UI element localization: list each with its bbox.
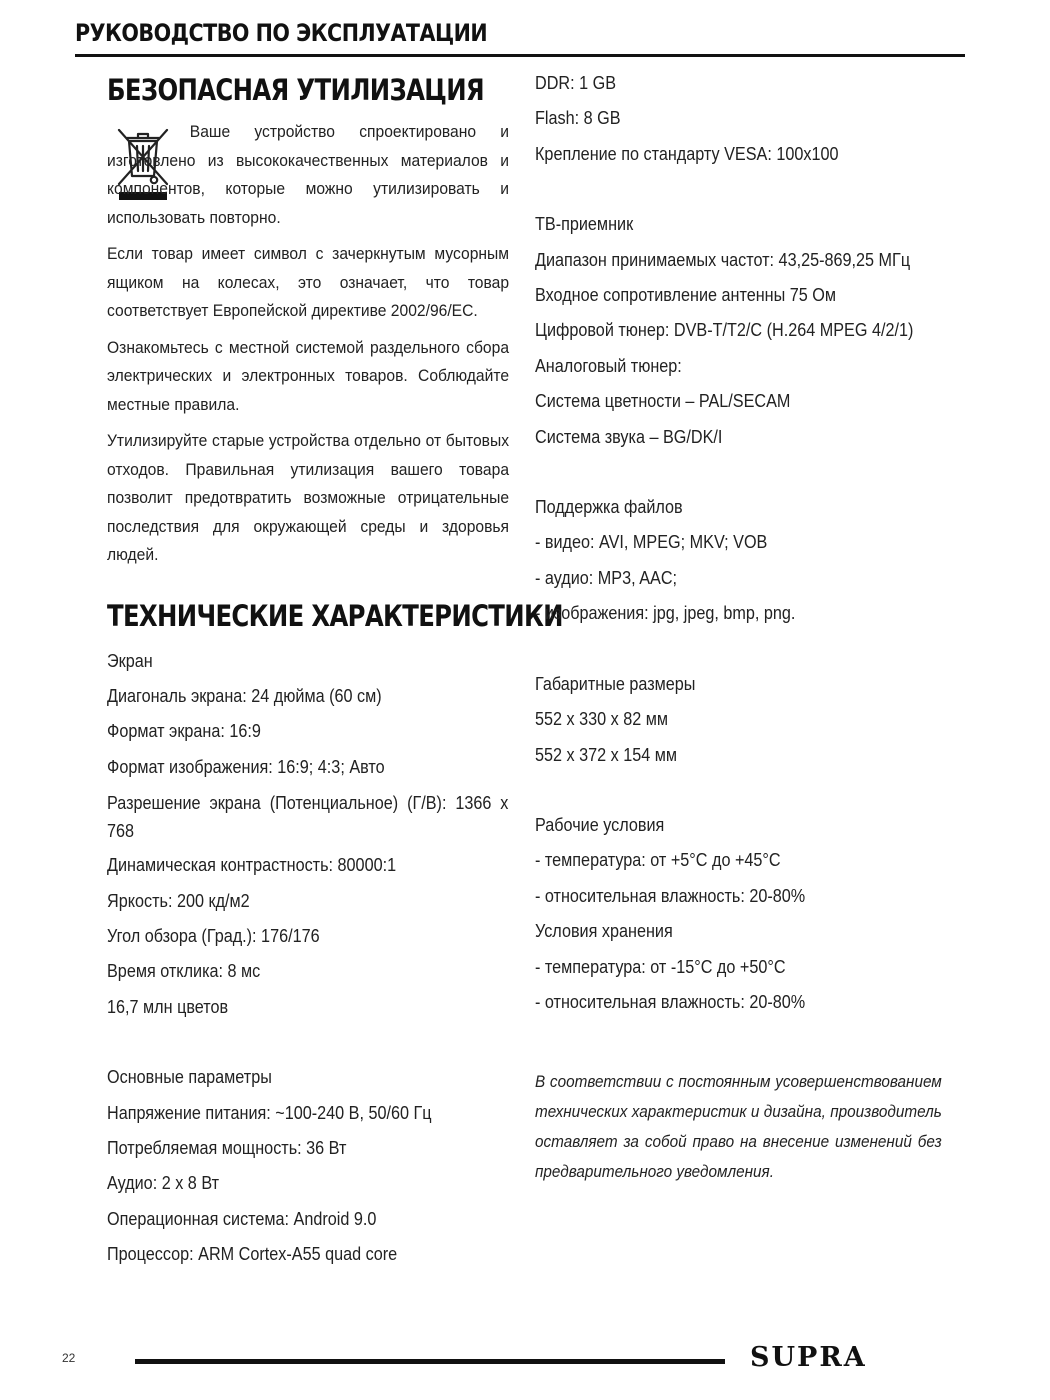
- page-header: [75, 18, 965, 48]
- spec-item: - температура: от +5°С до +45°С: [535, 850, 781, 871]
- spec-heading: Экран: [107, 650, 153, 671]
- spec-item: - относительная влажность: 20-80%: [535, 991, 806, 1012]
- footer-rule: [135, 1359, 725, 1364]
- spec-heading: Рабочие условия: [535, 814, 665, 835]
- disposal-paragraph: Если товар имеет символ с зачеркнутым мусорным ящиком на колесах, это означает, что товар соответствует Европейской директиве 2002/96/EC.: [107, 244, 510, 320]
- spec-item: DDR: 1 GB: [535, 73, 617, 93]
- disposal-paragraph: Ознакомьтесь с местной системой раздельного сбора электрических и электронных товаров. Соблюдайте местные правила.: [107, 337, 510, 414]
- spec-item: Цифровой тюнер: DVB-T/T2/C (H.264 MPEG 4/2/1): [535, 320, 914, 341]
- spec-heading: Поддержка файлов: [535, 497, 683, 518]
- spec-item: Яркость: 200 кд/м2: [107, 890, 250, 911]
- spec-item: - относительная влажность: 20-80%: [535, 885, 806, 906]
- spec-item: Входное сопротивление антенны 75 Ом: [535, 285, 837, 306]
- spec-item: Диапазон принимаемых частот: 43,25-869,25 МГц: [535, 249, 911, 270]
- spec-item: - температура: от -15°С до +50°С: [535, 956, 786, 977]
- spec-item: Время отклика: 8 мс: [107, 961, 261, 982]
- right-column: [535, 72, 945, 1187]
- spec-item: Формат изображения: 16:9; 4:3; Авто: [107, 756, 385, 777]
- left-column: [107, 72, 563, 1273]
- specs-title: ТЕХНИЧЕСКИЕ ХАРАКТЕРИСТИКИ: [107, 598, 563, 633]
- spec-item: Формат экрана: 16:9: [107, 721, 261, 742]
- spec-item: Система звука – BG/DK/I: [535, 426, 723, 447]
- disposal-intro: [107, 118, 509, 232]
- header-rule: [75, 54, 965, 57]
- spec-heading: Габаритные размеры: [535, 673, 696, 694]
- disposal-title: БЕЗОПАСНАЯ УТИЛИЗАЦИЯ: [107, 73, 485, 107]
- spec-item: Аналоговый тюнер:: [535, 355, 682, 376]
- spec-item: Разрешение экрана (Потенциальное) (Г/В): 1366 x 768: [107, 793, 509, 842]
- disposal-intro-text: Ваше устройство спроектировано и изготовлено из высококачественных материалов и компонентов, которые можно утилизировать и использовать повторно.: [107, 122, 510, 227]
- screen-specs: [107, 644, 509, 1273]
- spec-item: Напряжение питания: ~100-240 В, 50/60 Гц: [107, 1102, 432, 1123]
- spec-item: Процессор: ARM Cortex-A55 quad core: [107, 1244, 398, 1265]
- disposal-paragraph: Утилизируйте старые устройства отдельно от бытовых отходов. Правильная утилизация вашего товара позволит предотвратить возможные отрицательные последствия для окружающей среды и здоровья людей.: [107, 431, 510, 564]
- spec-item: Диагональ экрана: 24 дюйма (60 см): [107, 685, 382, 706]
- spec-item: Крепление по стандарту VESA: 100x100: [535, 143, 839, 164]
- page-number: 22: [62, 1351, 76, 1365]
- spec-item: - изображения: jpg, jpeg, bmp, png.: [535, 603, 796, 624]
- spec-item: - аудио: MP3, AAC;: [535, 567, 678, 588]
- spec-item: Операционная система: Android 9.0: [107, 1208, 377, 1229]
- file-support-specs: [535, 490, 945, 632]
- dimensions-specs: [535, 667, 945, 773]
- spec-item: Динамическая контрастность: 80000:1: [107, 855, 397, 876]
- spec-heading: Условия хранения: [535, 921, 673, 942]
- storage-conditions: [535, 914, 945, 1020]
- spec-item: 552 x 372 x 154 мм: [535, 744, 678, 765]
- operating-conditions: [535, 808, 945, 914]
- spec-item: - видео: AVI, MPEG; MKV; VOB: [535, 532, 768, 553]
- spec-heading: ТВ-приемник: [535, 214, 634, 235]
- header-title: РУКОВОДСТВО ПО ЭКСПЛУАТАЦИИ: [75, 19, 488, 47]
- spec-item: 552 x 330 x 82 мм: [535, 709, 669, 730]
- spec-item: Аудио: 2 x 8 Вт: [107, 1173, 220, 1194]
- spec-heading: Основные параметры: [107, 1067, 272, 1088]
- spec-item: 16,7 млн цветов: [107, 996, 229, 1017]
- tv-specs: [535, 207, 945, 455]
- spec-item: Потребляемая мощность: 36 Вт: [107, 1137, 347, 1158]
- spec-item: Угол обзора (Град.): 176/176: [107, 925, 320, 946]
- spec-item: Flash: 8 GB: [535, 108, 621, 129]
- spec-item: Система цветности – PAL/SECAM: [535, 391, 791, 412]
- disclaimer-note: В соответствии с постоянным усовершенствованием технических характеристик и дизайна, производитель оставляет за собой право на внесение изменений без предварительного уведомления.: [535, 1072, 942, 1182]
- disposal-paragraphs: [107, 240, 509, 570]
- memory-specs: [535, 66, 945, 172]
- brand-logo: SUPRA: [750, 1342, 867, 1373]
